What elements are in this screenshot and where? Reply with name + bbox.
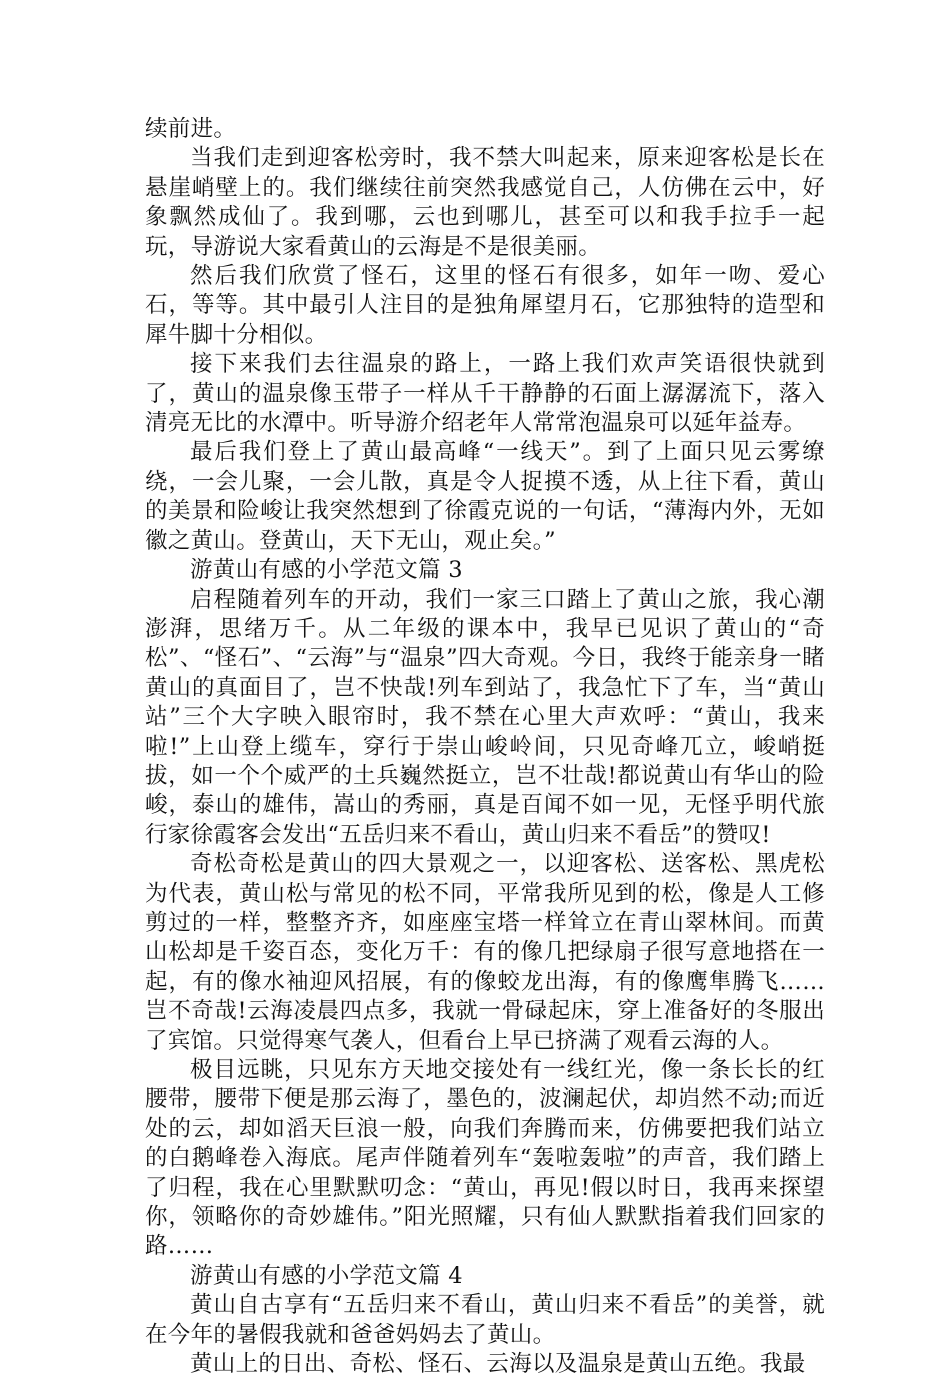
paragraph: 黄山上的日出、奇松、怪石、云海以及温泉是黄山五绝。我最 [190,1351,806,1378]
section-heading: 游黄山有感的小学范文篇 3 [190,557,463,584]
paragraph: 极目远眺，只见东方天地交接处有一线红光，像一条长长的红腰带，腰带下便是那云海了，墨色的，波澜起伏，却岿然不动;而近处的云，却如滔天巨浪一般，向我们奔腾而来，仿佛要把我们站立的白鹅峰卷入海底。尾声伴随着列车“轰啦轰啦”的声音，我们踏上了归程，我在心里默默叨念：“黄山，再见!假以时日，我再来探望你，领略你的奇妙雄伟。”阳光照耀，只有仙人默默指着我们回家的路…… [145,1057,825,1260]
paragraph: 当我们走到迎客松旁时，我不禁大叫起来，原来迎客松是长在悬崖峭壁上的。我们继续往前突然我感觉自己，人仿佛在云中，好象飘然成仙了。我到哪，云也到哪儿，甚至可以和我手拉手一起玩，导游说大家看黄山的云海是不是很美丽。 [145,145,825,260]
paragraph: 然后我们欣赏了怪石，这里的怪石有很多，如年一吻、爱心石，等等。其中最引人注目的是独角犀望月石，它那独特的造型和犀牛脚十分相似。 [145,263,825,348]
paragraph: 启程随着列车的开动，我们一家三口踏上了黄山之旅，我心潮澎湃，思绪万千。从二年级的课本中，我早已见识了黄山的“奇松”、“怪石”、“云海”与“温泉”四大奇观。今日，我终于能亲身一睹黄山的真面目了，岂不快哉!列车到站了，我急忙下了车，当“黄山站”三个大字映入眼帘时，我不禁在心里大声欢呼：“黄山，我来啦!”上山登上缆车，穿行于崇山峻岭间，只见奇峰兀立，峻峭挺拔，如一个个威严的土兵巍然挺立，岂不壮哉!都说黄山有华山的险峻，泰山的雄伟，嵩山的秀丽，真是百闻不如一见，无怪乎明代旅行家徐霞客会发出“五岳归来不看山，黄山归来不看岳”的赞叹! [145,586,825,848]
paragraph: 续前进。 [145,116,237,142]
paragraph: 最后我们登上了黄山最高峰“一线天”。到了上面只见云雾缭绕，一会儿聚，一会儿散，真是令人捉摸不透，从上往下看，黄山的美景和险峻让我突然想到了徐霞克说的一句话，“薄海内外，无如徽之黄山。登黄山，天下无山，观止矣。” [145,439,825,554]
paragraph: 奇松奇松是黄山的四大景观之一，以迎客松、送客松、黑虎松为代表，黄山松与常见的松不同，平常我所见到的松，像是人工修剪过的一样，整整齐齐，如座座宝塔一样耸立在青山翠林间。而黄山松却是千姿百态，变化万千：有的像几把绿扇子很写意地搭在一起，有的像水袖迎风招展，有的像蛟龙出海，有的像鹰隼腾飞……岂不奇哉!云海凌晨四点多，我就一骨碌起床，穿上准备好的冬服出了宾馆。只觉得寒气袭人，但看台上早已挤满了观看云海的人。 [145,851,825,1054]
paragraph: 黄山自古享有“五岳归来不看山，黄山归来不看岳”的美誉，就在今年的暑假我就和爸爸妈妈去了黄山。 [145,1292,825,1348]
document-body [145,115,825,1379]
paragraph: 接下来我们去往温泉的路上，一路上我们欢声笑语很快就到了，黄山的温泉像玉带子一样从千干静静的石面上潺潺流下，落入清亮无比的水潭中。听导游介绍老年人常常泡温泉可以延年益寿。 [145,351,825,437]
section-heading: 游黄山有感的小学范文篇 4 [190,1262,463,1289]
